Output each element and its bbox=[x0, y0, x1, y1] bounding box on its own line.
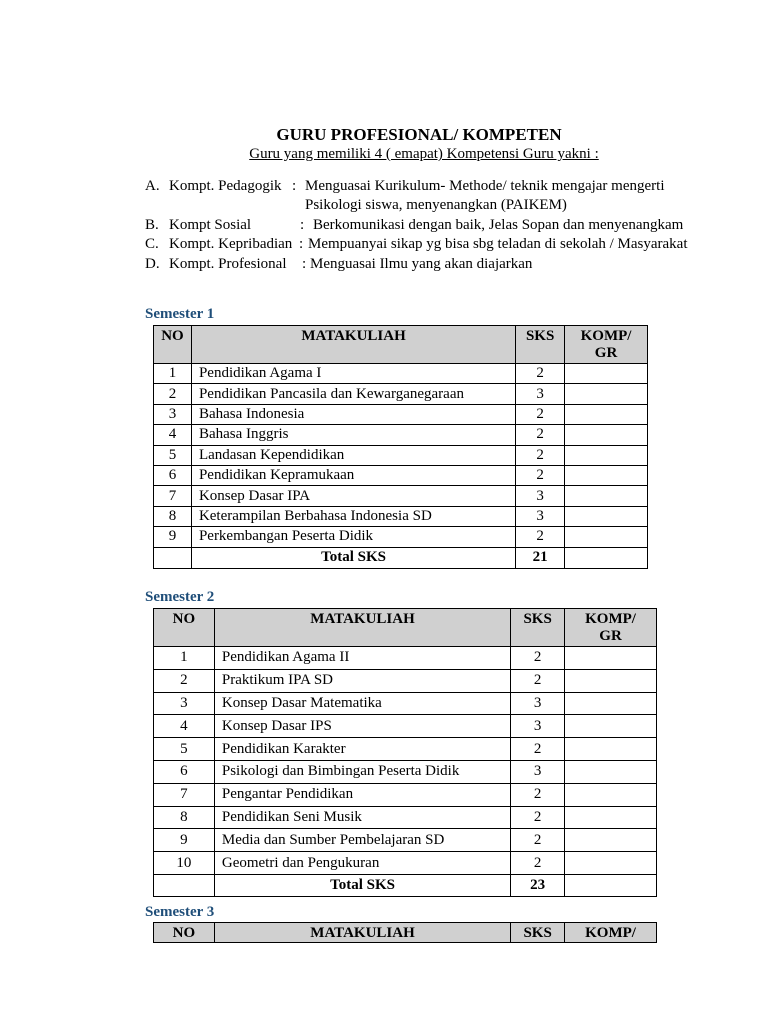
cell-no: 9 bbox=[154, 527, 192, 547]
cell-no: 3 bbox=[154, 692, 215, 715]
cell-course: Pendidikan Pancasila dan Kewarganegaraan bbox=[191, 384, 515, 404]
competency-sep: : bbox=[302, 256, 307, 272]
cell-course: Perkembangan Peserta Didik bbox=[191, 527, 515, 547]
competency-letter: A. bbox=[145, 178, 160, 194]
cell-no: 5 bbox=[154, 445, 192, 465]
cell-komp bbox=[565, 738, 657, 761]
header-sks: SKS bbox=[516, 326, 565, 364]
cell-no: 2 bbox=[154, 384, 192, 404]
table-row bbox=[154, 715, 657, 738]
cell-course: Konsep Dasar Matematika bbox=[214, 692, 510, 715]
table-row bbox=[154, 738, 657, 761]
competency-name: Kompt. Pedagogik bbox=[169, 178, 282, 194]
header-course: MATAKULIAH bbox=[214, 609, 510, 647]
semester-2-table bbox=[153, 608, 657, 897]
cell-sks: 3 bbox=[516, 384, 565, 404]
cell-komp bbox=[565, 486, 648, 506]
competency-a bbox=[145, 178, 705, 196]
cell-sks: 2 bbox=[511, 829, 565, 852]
competency-a-cont bbox=[145, 197, 705, 215]
semester-1-table bbox=[153, 325, 648, 569]
cell-no: 5 bbox=[154, 738, 215, 761]
header-komp bbox=[565, 326, 648, 364]
total-komp-cell bbox=[565, 547, 648, 568]
cell-course: Geometri dan Pengukuran bbox=[214, 852, 510, 875]
competency-sep: : bbox=[292, 178, 297, 194]
header-course: MATAKULIAH bbox=[191, 326, 515, 364]
competency-desc: Menguasai Kurikulum- Methode/ teknik mengajar mengerti bbox=[305, 178, 665, 194]
cell-no: 10 bbox=[154, 852, 215, 875]
cell-sks: 2 bbox=[511, 647, 565, 670]
table-row bbox=[154, 506, 648, 526]
competency-letter: B. bbox=[145, 217, 159, 233]
cell-komp bbox=[565, 527, 648, 547]
header-komp-line1: KOMP/ bbox=[585, 611, 636, 627]
cell-komp bbox=[565, 384, 648, 404]
competency-b bbox=[145, 217, 705, 235]
cell-course: Bahasa Indonesia bbox=[191, 404, 515, 424]
semester-1-label: Semester 1 bbox=[145, 306, 215, 322]
cell-no: 1 bbox=[154, 647, 215, 670]
table-row bbox=[154, 527, 648, 547]
cell-course: Pendidikan Seni Musik bbox=[214, 806, 510, 829]
cell-sks: 2 bbox=[511, 806, 565, 829]
cell-komp bbox=[565, 364, 648, 384]
cell-no: 2 bbox=[154, 669, 215, 692]
cell-no: 7 bbox=[154, 486, 192, 506]
semester-3-label: Semester 3 bbox=[145, 904, 215, 920]
cell-sks: 2 bbox=[511, 669, 565, 692]
competency-desc: Mempuanyai sikap yg bisa sbg teladan di sekolah / Masyarakat bbox=[308, 236, 688, 252]
cell-no: 7 bbox=[154, 783, 215, 806]
table-row bbox=[154, 445, 648, 465]
header-course: MATAKULIAH bbox=[214, 923, 510, 943]
cell-komp bbox=[565, 445, 648, 465]
cell-komp bbox=[565, 692, 657, 715]
table-row bbox=[154, 404, 648, 424]
table-row bbox=[154, 425, 648, 445]
cell-sks: 2 bbox=[516, 465, 565, 485]
cell-sks: 2 bbox=[516, 445, 565, 465]
cell-sks: 3 bbox=[511, 715, 565, 738]
cell-course: Pendidikan Agama I bbox=[191, 364, 515, 384]
competency-letter: D. bbox=[145, 256, 160, 272]
table-row bbox=[154, 692, 657, 715]
competency-name: Kompt. Profesional bbox=[169, 256, 287, 272]
table-header-row bbox=[154, 609, 657, 647]
cell-komp bbox=[565, 852, 657, 875]
competency-desc: Berkomunikasi dengan baik, Jelas Sopan dan menyenangkam bbox=[313, 217, 684, 233]
cell-komp bbox=[565, 506, 648, 526]
cell-course: Konsep Dasar IPS bbox=[214, 715, 510, 738]
cell-no: 3 bbox=[154, 404, 192, 424]
cell-course: Pendidikan Agama II bbox=[214, 647, 510, 670]
table-row bbox=[154, 647, 657, 670]
total-empty-cell bbox=[154, 874, 215, 896]
cell-course: Bahasa Inggris bbox=[191, 425, 515, 445]
total-sks: 23 bbox=[511, 874, 565, 896]
cell-komp bbox=[565, 465, 648, 485]
competency-d bbox=[145, 256, 705, 274]
competency-desc-cont: Psikologi siswa, menyenangkan (PAIKEM) bbox=[305, 197, 567, 213]
header-komp-line1: KOMP/ bbox=[580, 328, 632, 344]
competency-c bbox=[145, 236, 705, 254]
cell-no: 6 bbox=[154, 465, 192, 485]
cell-komp bbox=[565, 760, 657, 783]
cell-course: Pengantar Pendidikan bbox=[214, 783, 510, 806]
table-row bbox=[154, 465, 648, 485]
document-subtitle: Guru yang memiliki 4 ( emapat) Kompetensi Guru yakni : bbox=[249, 146, 599, 162]
cell-komp bbox=[565, 425, 648, 445]
cell-sks: 3 bbox=[516, 506, 565, 526]
cell-komp bbox=[565, 806, 657, 829]
cell-no: 6 bbox=[154, 760, 215, 783]
header-sks: SKS bbox=[511, 923, 565, 943]
competency-sep: : bbox=[300, 217, 305, 233]
competency-name: Kompt. Kepribadian bbox=[169, 236, 293, 252]
cell-course: Media dan Sumber Pembelajaran SD bbox=[214, 829, 510, 852]
total-row bbox=[154, 874, 657, 896]
cell-sks: 2 bbox=[516, 527, 565, 547]
table-row bbox=[154, 486, 648, 506]
table-row bbox=[154, 806, 657, 829]
header-no: NO bbox=[154, 923, 215, 943]
cell-course: Keterampilan Berbahasa Indonesia SD bbox=[191, 506, 515, 526]
table-header-row bbox=[154, 923, 657, 943]
competency-letter: C. bbox=[145, 236, 159, 252]
cell-no: 8 bbox=[154, 806, 215, 829]
cell-sks: 3 bbox=[511, 692, 565, 715]
total-row bbox=[154, 547, 648, 568]
cell-course: Landasan Kependidikan bbox=[191, 445, 515, 465]
header-komp-line2: GR bbox=[599, 628, 622, 644]
cell-no: 4 bbox=[154, 425, 192, 445]
table-header-row bbox=[154, 326, 648, 364]
cell-course: Konsep Dasar IPA bbox=[191, 486, 515, 506]
cell-course: Psikologi dan Bimbingan Peserta Didik bbox=[214, 760, 510, 783]
competency-name: Kompt Sosial bbox=[169, 217, 252, 233]
table-row bbox=[154, 384, 648, 404]
total-empty-cell bbox=[154, 547, 192, 568]
competency-desc: Menguasai Ilmu yang akan diajarkan bbox=[310, 256, 533, 272]
cell-sks: 2 bbox=[511, 852, 565, 875]
document-title: GURU PROFESIONAL/ KOMPETEN bbox=[276, 125, 562, 144]
total-komp-cell bbox=[565, 874, 657, 896]
cell-sks: 2 bbox=[516, 364, 565, 384]
cell-no: 8 bbox=[154, 506, 192, 526]
cell-course: Pendidikan Kepramukaan bbox=[191, 465, 515, 485]
total-label: Total SKS bbox=[214, 874, 510, 896]
cell-komp bbox=[565, 669, 657, 692]
cell-komp bbox=[565, 783, 657, 806]
header-komp-line2: GR bbox=[594, 345, 618, 361]
cell-no: 1 bbox=[154, 364, 192, 384]
table-row bbox=[154, 783, 657, 806]
header-no: NO bbox=[154, 609, 215, 647]
header-sks: SKS bbox=[511, 609, 565, 647]
total-sks: 21 bbox=[516, 547, 565, 568]
cell-course: Praktikum IPA SD bbox=[214, 669, 510, 692]
cell-no: 4 bbox=[154, 715, 215, 738]
header-no: NO bbox=[154, 326, 192, 364]
table-row bbox=[154, 364, 648, 384]
cell-no: 9 bbox=[154, 829, 215, 852]
header-komp: KOMP/ bbox=[565, 923, 657, 943]
table-row bbox=[154, 669, 657, 692]
table-row bbox=[154, 829, 657, 852]
cell-komp bbox=[565, 829, 657, 852]
cell-sks: 2 bbox=[516, 404, 565, 424]
cell-sks: 2 bbox=[511, 738, 565, 761]
cell-sks: 2 bbox=[516, 425, 565, 445]
table-row bbox=[154, 852, 657, 875]
semester-2-label: Semester 2 bbox=[145, 589, 215, 605]
cell-komp bbox=[565, 647, 657, 670]
cell-sks: 3 bbox=[511, 760, 565, 783]
total-label: Total SKS bbox=[191, 547, 515, 568]
header-komp bbox=[565, 609, 657, 647]
table-row bbox=[154, 760, 657, 783]
cell-komp bbox=[565, 404, 648, 424]
competency-sep: : bbox=[299, 236, 304, 252]
cell-course: Pendidikan Karakter bbox=[214, 738, 510, 761]
cell-komp bbox=[565, 715, 657, 738]
cell-sks: 3 bbox=[516, 486, 565, 506]
cell-sks: 2 bbox=[511, 783, 565, 806]
semester-3-table bbox=[153, 922, 657, 943]
